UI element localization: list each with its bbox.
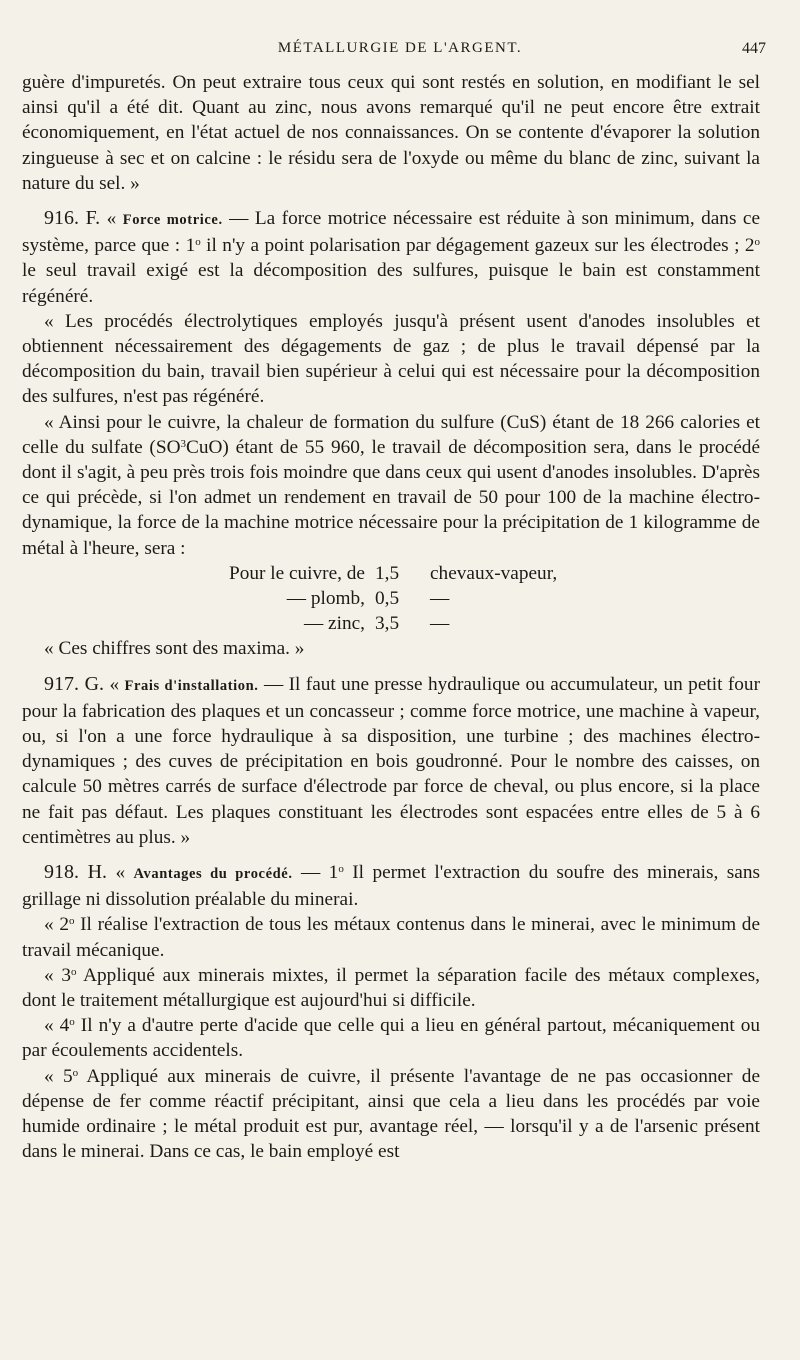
open-quote: « [115,862,126,884]
page-header [0,40,800,68]
section-918 [22,860,760,912]
advantage-item [22,963,760,1013]
ordinal-mark: o [754,236,760,249]
superscript: 3 [180,437,186,450]
section-text: il n'y a point polarisation par dégagement gazeux sur les électrodes ; 2 [200,235,755,257]
section-text: — 1 [300,862,339,884]
ordinal-mark: o [69,1016,75,1029]
table-row [22,586,760,611]
body-text [22,70,760,1164]
running-title: MÉTALLURGIE DE L'ARGENT. [277,40,523,56]
section-text: — La force motrice nécessaire est réduite à son minimum, dans ce système, parce que : 1 [22,208,761,257]
section-heading: Force motrice. [122,212,223,229]
table-label: — plomb, [286,588,365,610]
section-text: Il permet l'extraction du soufre des minerais, sans grillage ni dissolution préalable du minerai. [22,862,760,911]
advantage-text: Il n'y a d'autre perte d'acide que celle qui a lieu en général partout, mécaniquement ou par écoulements accidentels. [22,1015,760,1062]
paragraph-copper [22,410,760,561]
section-text: — Il faut une presse hydraulique ou accumulateur, un petit four pour la fabrication des plaques et un concasseur ; comme force motrice, une machine à vapeur, ou, si l'on a une force hydraulique à sa disposition, une turbine ; des machines électro-dynamiques ; des cuves de précipitation en bois goudronné. Pour le nombre des caisses, on calcule 50 mètres carrés de surface d'électrode par force de cheval, ou plus encore, si la place ne fait pas défaut. Les plaques constituant les électrodes sont espacées entre elles de 5 à 6 centimètres au plus. » [22,673,760,848]
ordinal-mark: o [72,1066,79,1079]
section-text: le seul travail exigé est la décomposition des sulfures, puisque le bain est constamment régénéré. [22,260,760,307]
paragraph-maxima: « Ces chiffres sont des maxima. » [44,638,305,660]
open-quote: « [106,208,117,230]
section-heading: Frais d'installation. [124,677,259,694]
section-number: 916. F. [44,207,101,230]
page-number: 447 [742,40,766,57]
advantage-text: Appliqué aux minerais mixtes, il permet la séparation facile des métaux complexes, dont le traitement métallurgique est aujourd'hui si difficile. [22,964,760,1012]
power-table [22,561,760,637]
section-916 [22,206,760,309]
paragraph-text: « Ainsi pour le cuivre, la chaleur de formation du sulfure (CuS) étant de 18 266 calories et celle du sulfate (SO [22,411,760,458]
ordinal-mark: o [68,915,75,928]
table-unit: — [430,588,450,610]
section-number: 918. H. [44,861,108,884]
advantage-item [22,912,760,962]
advantage-item [22,1013,760,1063]
table-unit: chevaux-vapeur, [430,562,558,584]
advantage-number: « 5 [44,1065,73,1087]
table-value: 0,5 [375,588,400,610]
ordinal-mark: o [70,965,77,978]
section-917 [22,672,760,850]
table-row [22,611,760,636]
paragraph-intro: guère d'impuretés. On peut extraire tous ceux qui sont restés en solution, en modifiant le sel ainsi qu'il a été dit. Quant au zinc, nous avons remarqué qu'il ne peut encore être extrait économiquement, en l'état actuel de nos connaissances. On se contente d'évaporer la solution zingueuse à sec et on calcine : le résidu sera de l'oxyde ou même du blanc de zinc, suivant la nature du sel. » [22,72,760,194]
table-unit: — [430,613,450,635]
table-value: 1,5 [375,562,400,584]
advantage-text: Il réalise l'extraction de tous les métaux contenus dans le minerai, avec le minimum de travail mécanique. [22,914,761,961]
open-quote: « [109,673,120,695]
advantage-item [22,1064,760,1165]
advantage-text: Appliqué aux minerais de cuivre, il présente l'avantage de ne pas occasionner de dépense de fer comme réactif précipitant, ainsi que cela a lieu dans les procédés par voie humide ordinaire ; le métal produit est pur, avantage réel, — lorsqu'il y a de l'arsenic présent dans le minerai. Dans ce cas, le bain employé est [22,1065,760,1163]
paragraph-electrolytic: « Les procédés électrolytiques employés jusqu'à présent usent d'anodes insolubles et obtiennent nécessairement des dégagements de gaz ; de plus le travail dépensé par la décomposition du bain, travail bien supérieur à celui qui est nécessaire pour la décomposition des sulfures, n'est pas régénéré. [22,310,760,408]
ordinal-mark: o [195,236,201,249]
advantage-number: « 4 [44,1015,70,1037]
advantage-number: « 3 [44,964,71,986]
advantage-number: « 2 [44,914,69,936]
table-row [22,561,760,586]
section-heading: Avantages du procédé. [133,866,293,883]
paragraph-text: CuO) étant de 55 960, le travail de décomposition sera, dans le procédé dont il s'agit, à peu près trois fois moindre que dans ceux qui usent d'anodes insolubles. D'après ce qui précède, si l'on admet un rendement en travail de 50 pour 100 de la machine électro-dynamique, la force de la machine motrice nécessaire pour la précipitation de 1 kilogramme de métal à l'heure, sera : [22,436,760,559]
ordinal-mark: o [338,863,344,876]
table-label: Pour le cuivre, de [229,562,365,584]
table-label: — zinc, [303,613,365,635]
section-number: 917. G. [44,672,105,695]
table-value: 3,5 [375,613,400,635]
